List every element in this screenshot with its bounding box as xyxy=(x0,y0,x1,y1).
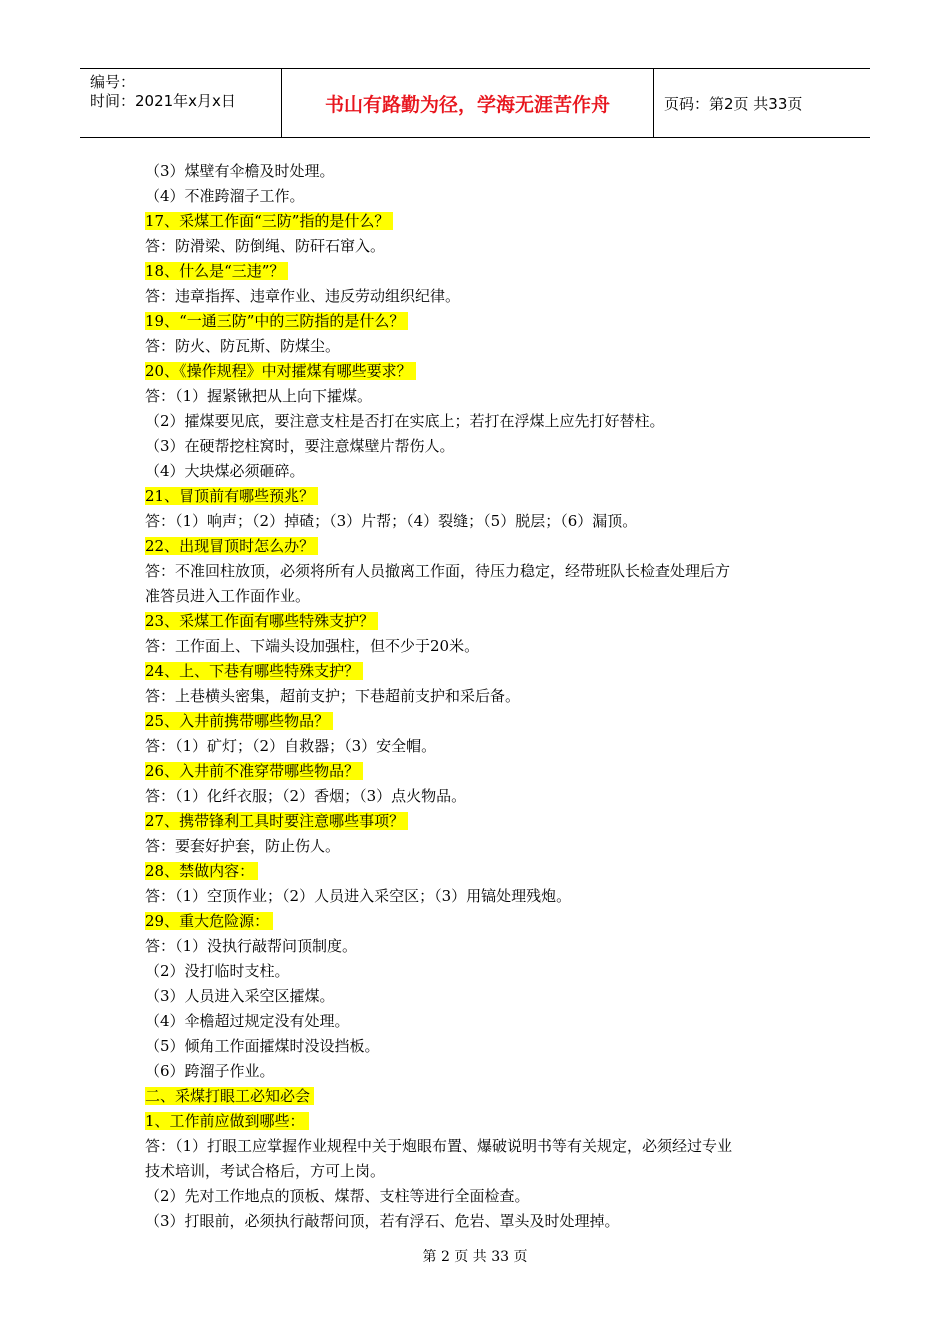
highlighted-text: 23、采煤工作面有哪些特殊支护？ xyxy=(145,612,378,630)
highlighted-text: 21、冒顶前有哪些预兆？ xyxy=(145,487,318,505)
body-line xyxy=(145,409,825,434)
line-text: 答：不准回柱放顶，必须将所有人员撤离工作面，待压力稳定，经带班队长检查处理后方 xyxy=(145,562,731,580)
body-line xyxy=(145,434,825,459)
body-line xyxy=(145,1009,825,1034)
header-meta xyxy=(80,69,282,137)
question-heading xyxy=(145,1084,825,1109)
line-text: 答：防滑梁、防倒绳、防矸石窜入。 xyxy=(145,237,386,255)
body-line xyxy=(145,784,825,809)
highlighted-text: 27、携带锋利工具时要注意哪些事项？ xyxy=(145,812,408,830)
line-text: 答：（1）化纤衣服；（2）香烟；（3）点火物品。 xyxy=(145,787,467,805)
body-line xyxy=(145,234,825,259)
line-text: （5）倾角工作面攉煤时没设挡板。 xyxy=(145,1037,380,1055)
question-heading xyxy=(145,609,825,634)
line-text: （3）打眼前，必须执行敲帮问顶，若有浮石、危岩、罩头及时处理掉。 xyxy=(145,1212,620,1230)
line-text: （3）人员进入采空区攉煤。 xyxy=(145,987,335,1005)
body-line xyxy=(145,1034,825,1059)
body-line xyxy=(145,1209,825,1234)
highlighted-text: 18、什么是“三违”？ xyxy=(145,262,288,280)
line-text: 答：（1）打眼工应掌握作业规程中关于炮眼布置、爆破说明书等有关规定，必须经过专业 xyxy=(145,1137,733,1155)
line-text: 答：（1）空顶作业；（2）人员进入采空区；（3）用镐处理残炮。 xyxy=(145,887,572,905)
body-line xyxy=(145,684,825,709)
page-footer: 第 2 页 共 33 页 xyxy=(422,1249,528,1265)
highlighted-text: 25、入井前携带哪些物品？ xyxy=(145,712,333,730)
highlighted-text: 二、采煤打眼工必知必会 xyxy=(145,1087,314,1105)
line-text: （3）在硬帮挖柱窝时，要注意煤壁片帮伤人。 xyxy=(145,437,455,455)
body-line xyxy=(145,634,825,659)
line-text: 准答员进入工作面作业。 xyxy=(145,587,311,605)
question-heading xyxy=(145,309,825,334)
question-heading xyxy=(145,359,825,384)
line-text: 答：上巷横头密集，超前支护；下巷超前支护和采后备。 xyxy=(145,687,521,705)
line-text: （3）煤壁有伞檐及时处理。 xyxy=(145,162,335,180)
body-line xyxy=(145,884,825,909)
body-line xyxy=(145,159,825,184)
body-line xyxy=(145,1059,825,1084)
body-line xyxy=(145,934,825,959)
line-text: 答：（1）响声；（2）掉碴；（3）片帮；（4）裂缝；（5）脱层；（6）漏顶。 xyxy=(145,512,638,530)
line-text: 技术培训，考试合格后，方可上岗。 xyxy=(145,1162,386,1180)
line-text: （4）伞檐超过规定没有处理。 xyxy=(145,1012,350,1030)
line-text: （4）大块煤必须砸碎。 xyxy=(145,462,305,480)
highlighted-text: 29、重大危险源： xyxy=(145,912,273,930)
question-heading xyxy=(145,759,825,784)
body-line xyxy=(145,184,825,209)
document-body xyxy=(145,159,825,1234)
body-line xyxy=(145,1184,825,1209)
line-text: （6）跨溜子作业。 xyxy=(145,1062,275,1080)
line-text: 答：工作面上、下端头设加强柱，但不少于20米。 xyxy=(145,637,480,655)
question-heading xyxy=(145,709,825,734)
line-text: 答：（1）没执行敲帮问顶制度。 xyxy=(145,937,358,955)
body-line xyxy=(145,509,825,534)
body-line xyxy=(145,959,825,984)
highlighted-text: 1、工作前应做到哪些： xyxy=(145,1112,309,1130)
highlighted-text: 28、禁做内容： xyxy=(145,862,258,880)
line-text: （4）不准跨溜子工作。 xyxy=(145,187,305,205)
line-text: 答：防火、防瓦斯、防煤尘。 xyxy=(145,337,341,355)
body-line xyxy=(145,1134,825,1159)
body-line xyxy=(145,459,825,484)
header-page-info: 页码：第2页 共33页 xyxy=(664,94,803,113)
number-label: 编号： xyxy=(90,73,136,91)
line-text: 答：（1）握紧锹把从上向下攉煤。 xyxy=(145,387,373,405)
highlighted-text: 26、入井前不准穿带哪些物品？ xyxy=(145,762,363,780)
body-line xyxy=(145,1159,825,1184)
question-heading xyxy=(145,809,825,834)
line-text: 答：违章指挥、违章作业、违反劳动组织纪律。 xyxy=(145,287,461,305)
question-heading xyxy=(145,859,825,884)
body-line xyxy=(145,334,825,359)
body-line xyxy=(145,559,825,584)
header-motto: 书山有路勤为径，学海无涯苦作舟 xyxy=(282,69,654,137)
line-text: 答：（1）矿灯；（2）自救器；（3）安全帽。 xyxy=(145,737,437,755)
body-line xyxy=(145,284,825,309)
highlighted-text: 24、上、下巷有哪些特殊支护？ xyxy=(145,662,363,680)
body-line xyxy=(145,734,825,759)
question-heading xyxy=(145,209,825,234)
page-header xyxy=(80,68,870,138)
body-line xyxy=(145,984,825,1009)
highlighted-text: 17、采煤工作面“三防”指的是什么？ xyxy=(145,212,393,230)
time-label: 时间：2021年x月x日 xyxy=(90,92,236,110)
highlighted-text: 20、《操作规程》中对攉煤有哪些要求？ xyxy=(145,362,416,380)
question-heading xyxy=(145,259,825,284)
question-heading xyxy=(145,659,825,684)
body-line xyxy=(145,834,825,859)
question-heading xyxy=(145,484,825,509)
line-text: （2）攉煤要见底，要注意支柱是否打在实底上；若打在浮煤上应先打好替柱。 xyxy=(145,412,665,430)
line-text: 答：要套好护套，防止伤人。 xyxy=(145,837,341,855)
question-heading xyxy=(145,909,825,934)
question-heading xyxy=(145,534,825,559)
body-line xyxy=(145,584,825,609)
line-text: （2）先对工作地点的顶板、煤帮、支柱等进行全面检查。 xyxy=(145,1187,530,1205)
line-text: （2）没打临时支柱。 xyxy=(145,962,290,980)
highlighted-text: 19、“一通三防”中的三防指的是什么？ xyxy=(145,312,408,330)
question-heading xyxy=(145,1109,825,1134)
highlighted-text: 22、出现冒顶时怎么办？ xyxy=(145,537,318,555)
body-line xyxy=(145,384,825,409)
